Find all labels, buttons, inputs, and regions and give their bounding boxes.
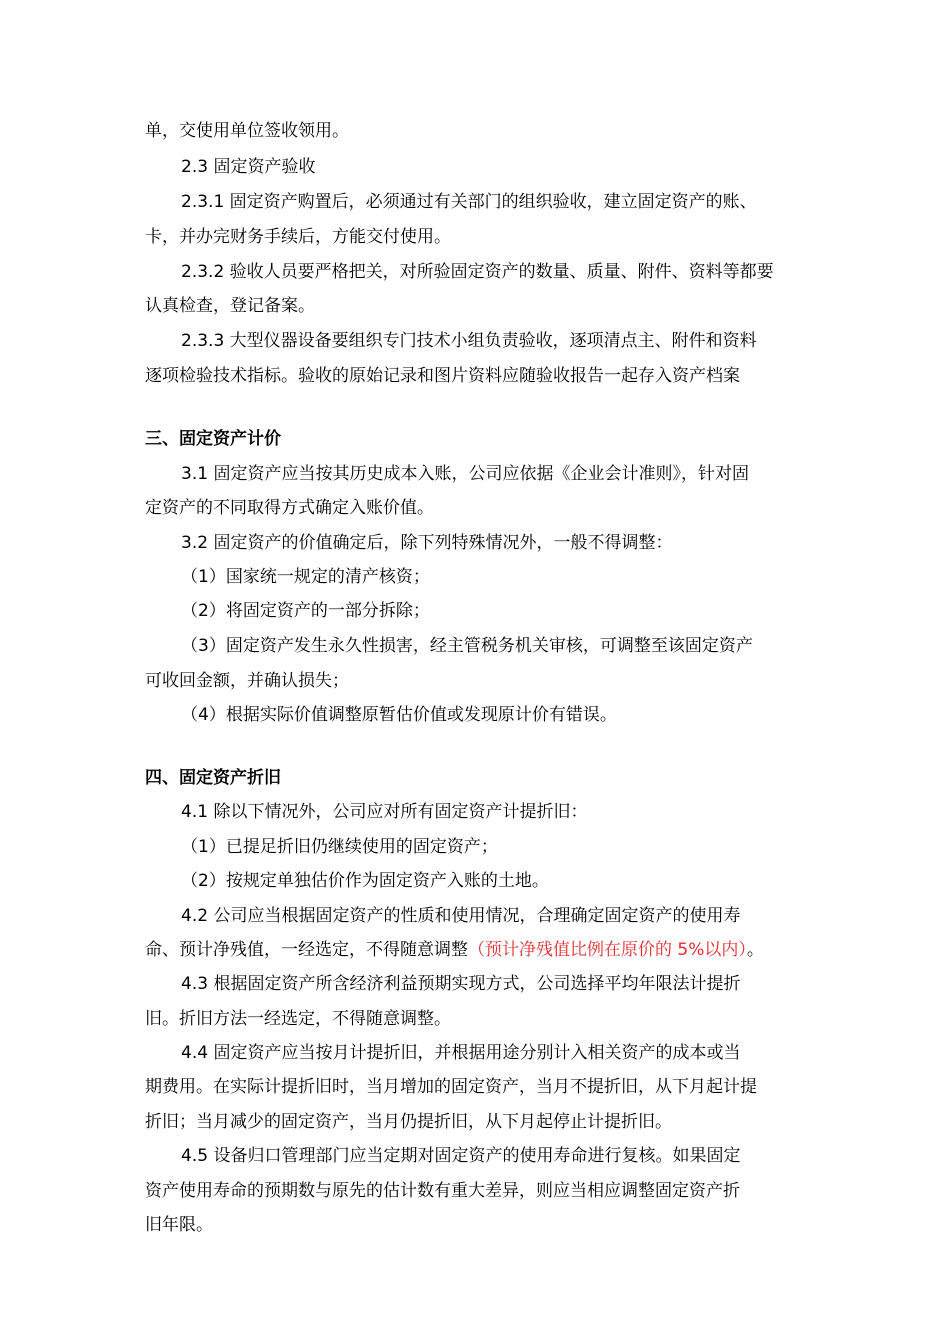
section-heading-4: 四、固定资产折旧 <box>145 768 281 788</box>
paragraph-line <box>145 939 764 961</box>
paragraph-line: 折旧；当月减少的固定资产，当月仍提折旧，从下月起停止计提折旧。 <box>145 1112 672 1132</box>
paragraph-text: 命、预计净残值，一经选定，不得随意调整 <box>145 940 468 960</box>
highlighted-note: （预计净残值比例在原价的 5%以内） <box>468 940 747 960</box>
list-item: （2）按规定单独估价作为固定资产入账的土地。 <box>181 871 549 891</box>
list-item: （1）国家统一规定的清产核资； <box>181 567 430 587</box>
paragraph-line: 单，交使用单位签收领用。 <box>145 121 349 141</box>
paragraph-line: 2.3.2 验收人员要严格把关，对所验固定资产的数量、质量、附件、资料等都要 <box>181 262 774 282</box>
paragraph-text: 。 <box>746 940 764 960</box>
paragraph-line: 4.5 设备归口管理部门应当定期对固定资产的使用寿命进行复核。如果固定 <box>181 1146 741 1166</box>
list-item: （2）将固定资产的一部分拆除； <box>181 601 430 621</box>
paragraph-line: 4.4 固定资产应当按月计提折旧，并根据用途分别计入相关资产的成本或当 <box>181 1043 741 1063</box>
paragraph-line: 3.1 固定资产应当按其历史成本入账，公司应依据《企业会计准则》，针对固 <box>181 464 749 484</box>
paragraph-line: 4.3 根据固定资产所含经济利益预期实现方式，公司选择平均年限法计提折 <box>181 974 741 994</box>
paragraph-line: 2.3.1 固定资产购置后，必须通过有关部门的组织验收，建立固定资产的账、 <box>181 192 757 212</box>
paragraph-line: 旧年限。 <box>145 1215 213 1235</box>
paragraph-line: 认真检查，登记备案。 <box>145 296 315 316</box>
paragraph-line: 卡，并办完财务手续后，方能交付使用。 <box>145 227 451 247</box>
paragraph-line: 定资产的不同取得方式确定入账价值。 <box>145 498 434 518</box>
list-item: （4）根据实际价值调整原暂估价值或发现原计价有错误。 <box>181 705 617 725</box>
paragraph-line: 2.3.3 大型仪器设备要组织专门技术小组负责验收，逐项清点主、附件和资料 <box>181 331 757 351</box>
list-item: （3）固定资产发生永久性损害，经主管税务机关审核，可调整至该固定资产 <box>181 636 753 656</box>
paragraph-line: 旧。折旧方法一经选定，不得随意调整。 <box>145 1009 451 1029</box>
paragraph-line: 4.1 除以下情况外，公司应对所有固定资产计提折旧： <box>181 802 588 822</box>
paragraph-line: 逐项检验技术指标。验收的原始记录和图片资料应随验收报告一起存入资产档案 <box>145 366 740 386</box>
section-subheading: 2.3 固定资产验收 <box>181 157 316 177</box>
section-heading-3: 三、固定资产计价 <box>145 429 281 449</box>
paragraph-line: 4.2 公司应当根据固定资产的性质和使用情况，合理确定固定资产的使用寿 <box>181 906 741 926</box>
paragraph-line: 期费用。在实际计提折旧时，当月增加的固定资产，当月不提折旧，从下月起计提 <box>145 1077 757 1097</box>
paragraph-line: 3.2 固定资产的价值确定后，除下列特殊情况外，一般不得调整： <box>181 533 673 553</box>
paragraph-line: 资产使用寿命的预期数与原先的估计数有重大差异，则应当相应调整固定资产折 <box>145 1181 740 1201</box>
paragraph-line: 可收回金额，并确认损失； <box>145 671 349 691</box>
list-item: （1）已提足折旧仍继续使用的固定资产； <box>181 837 498 857</box>
